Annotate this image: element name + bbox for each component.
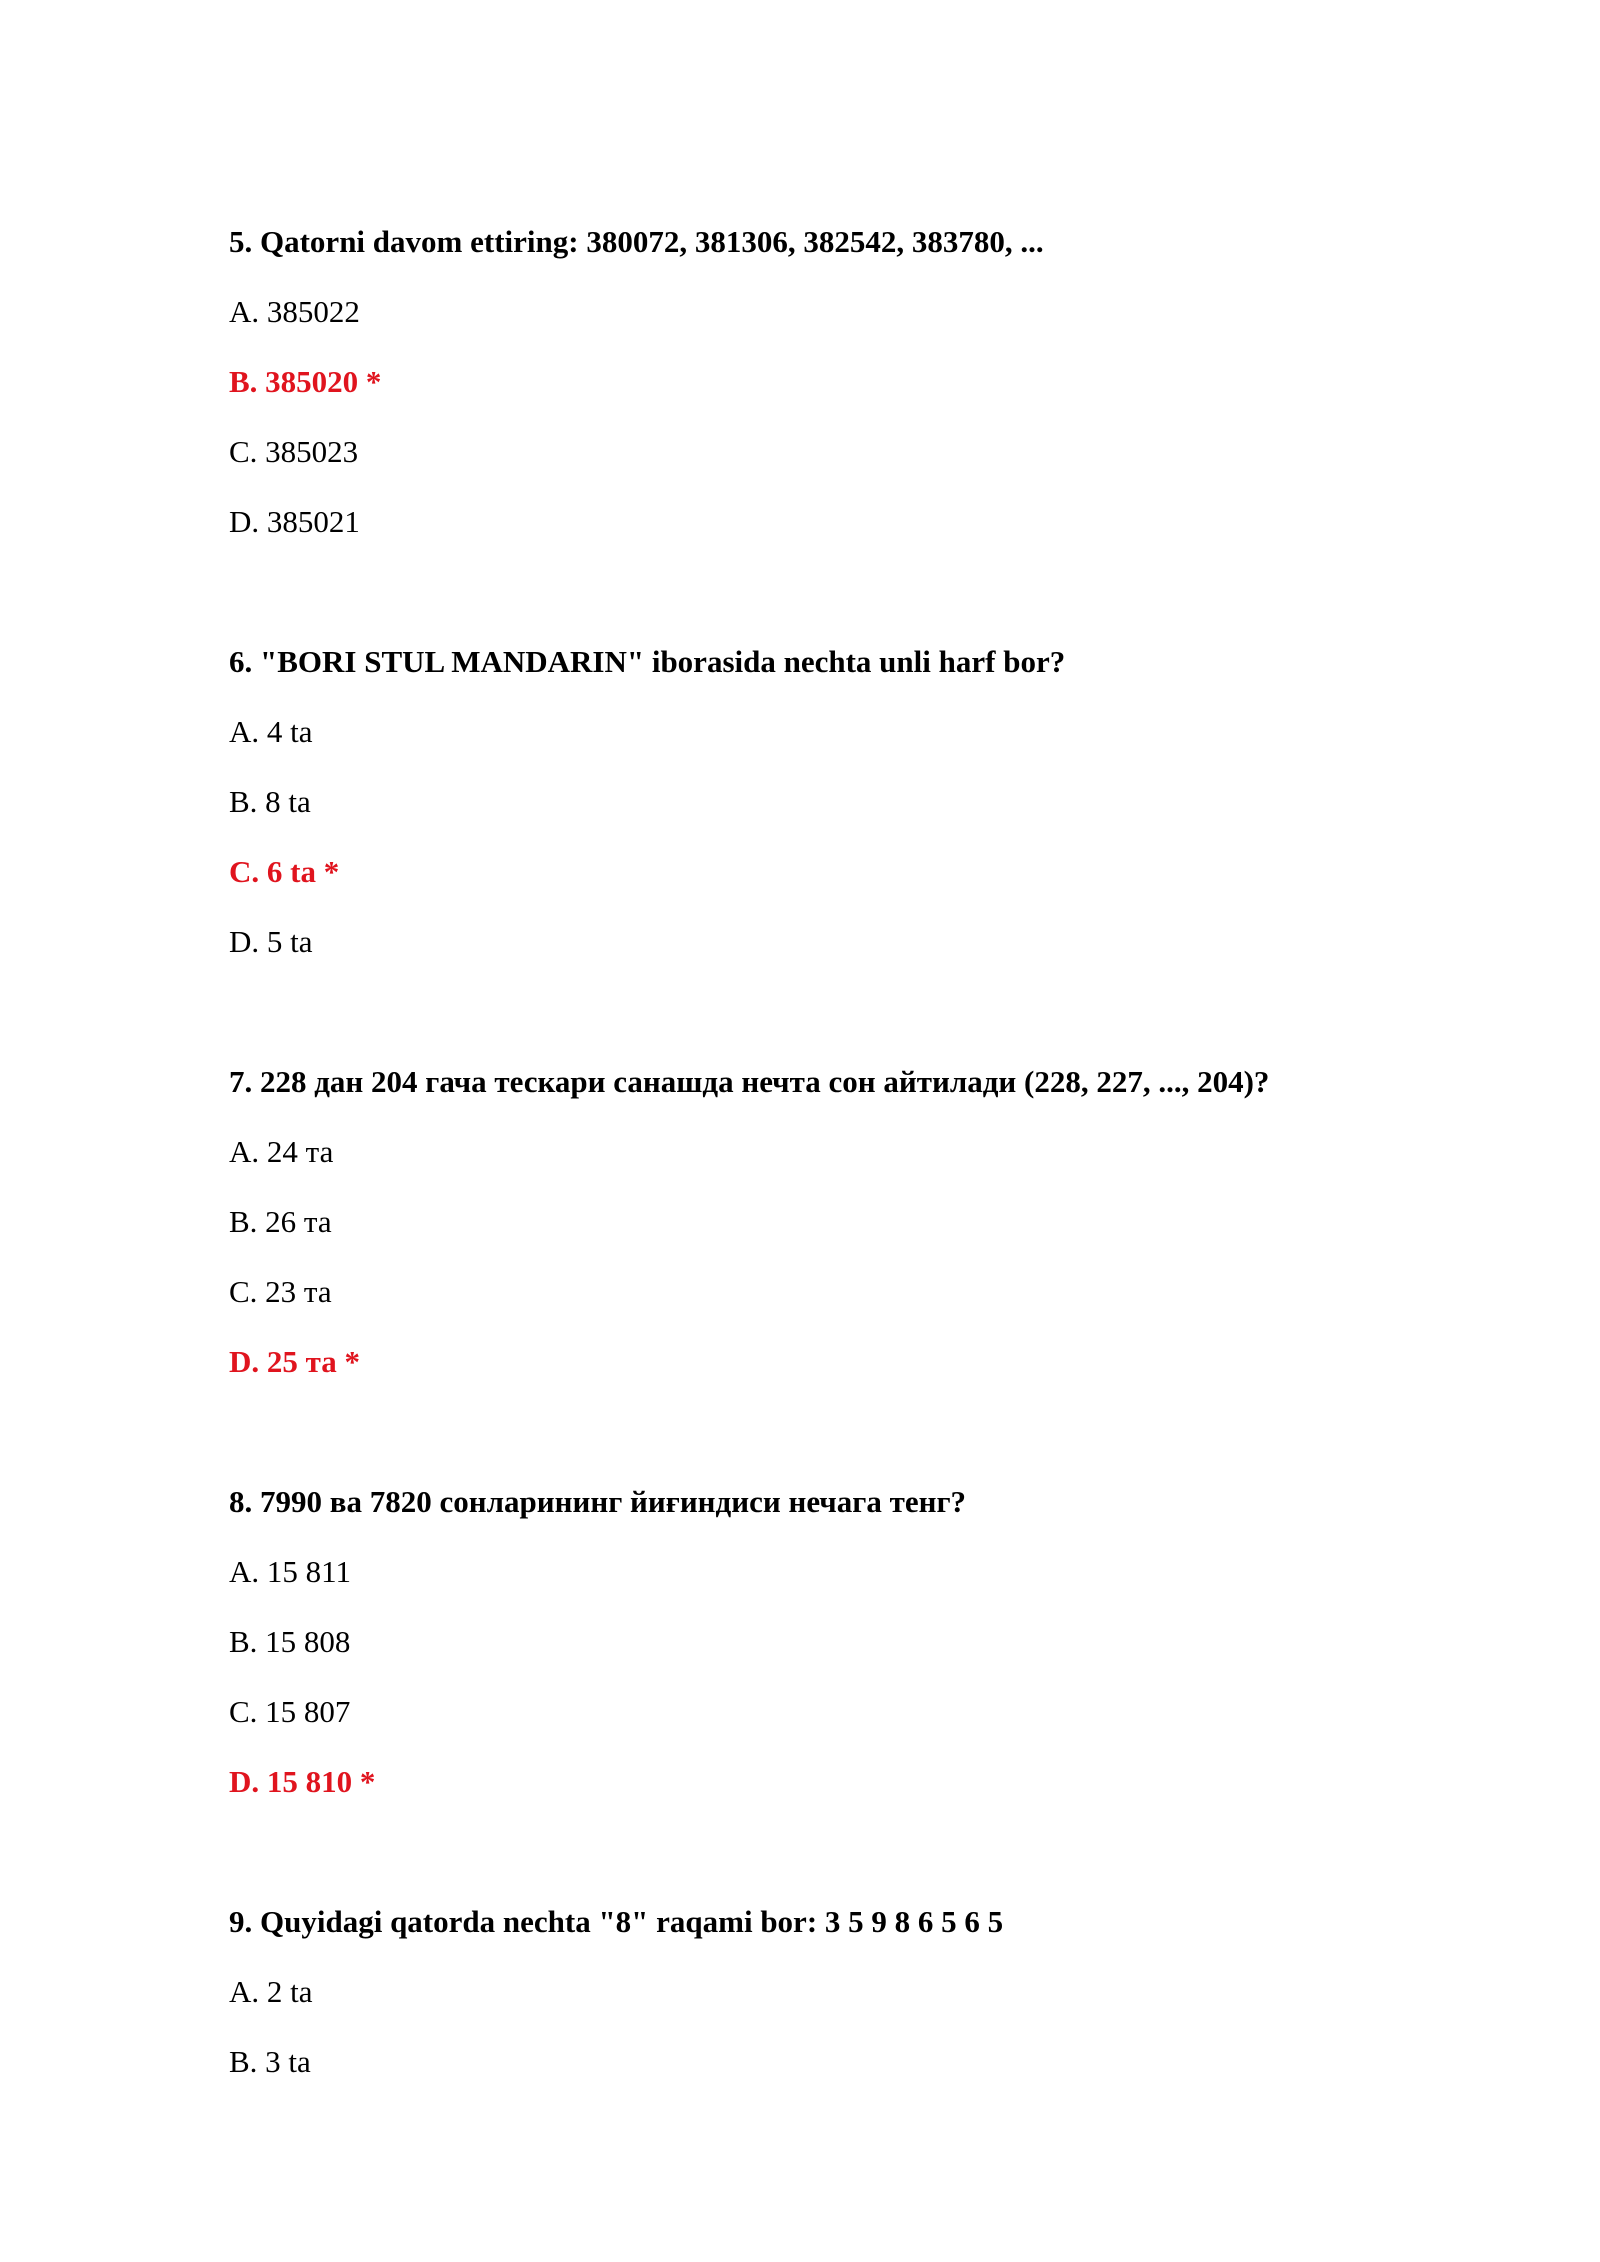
question-8-text: 8. 7990 ва 7820 сонларининг йиғиндиси нечага тенг?	[229, 1484, 967, 1519]
question-5-option-a: A. 385022	[229, 294, 360, 329]
question-8-option-b: B. 15 808	[229, 1624, 351, 1659]
question-7-option-b: B. 26 та	[229, 1204, 332, 1239]
question-6-option-b: B. 8 ta	[229, 784, 311, 819]
question-9-option-a: A. 2 ta	[229, 1974, 313, 2009]
question-6-option-a: A. 4 ta	[229, 714, 313, 749]
question-7-option-c: C. 23 та	[229, 1274, 332, 1309]
question-5-option-d: D. 385021	[229, 504, 360, 539]
question-5-text: 5. Qatorni davom ettiring: 380072, 381306, 382542, 383780, ...	[229, 224, 1044, 259]
question-9-option-b: B. 3 ta	[229, 2044, 311, 2079]
question-9-text: 9. Quyidagi qatorda nechta "8" raqami bor: 3 5 9 8 6 5 6 5	[229, 1904, 1004, 1939]
question-7-option-d-correct: D. 25 та *	[229, 1344, 360, 1379]
question-8-option-c: C. 15 807	[229, 1694, 351, 1729]
question-6-option-c-correct: C. 6 ta *	[229, 854, 340, 889]
question-5-option-b-correct: B. 385020 *	[229, 364, 382, 399]
question-8-option-a: A. 15 811	[229, 1554, 351, 1589]
question-5-option-c: C. 385023	[229, 434, 359, 469]
question-8-option-d-correct: D. 15 810 *	[229, 1764, 376, 1799]
question-6-text: 6. "BORI STUL MANDARIN" iborasida nechta unli harf bor?	[229, 644, 1066, 679]
question-7-text: 7. 228 дан 204 гача тескари санашда нечта сон айтилади (228, 227, ..., 204)?	[229, 1064, 1270, 1099]
question-7-option-a: A. 24 та	[229, 1134, 334, 1169]
question-6-option-d: D. 5 ta	[229, 924, 313, 959]
